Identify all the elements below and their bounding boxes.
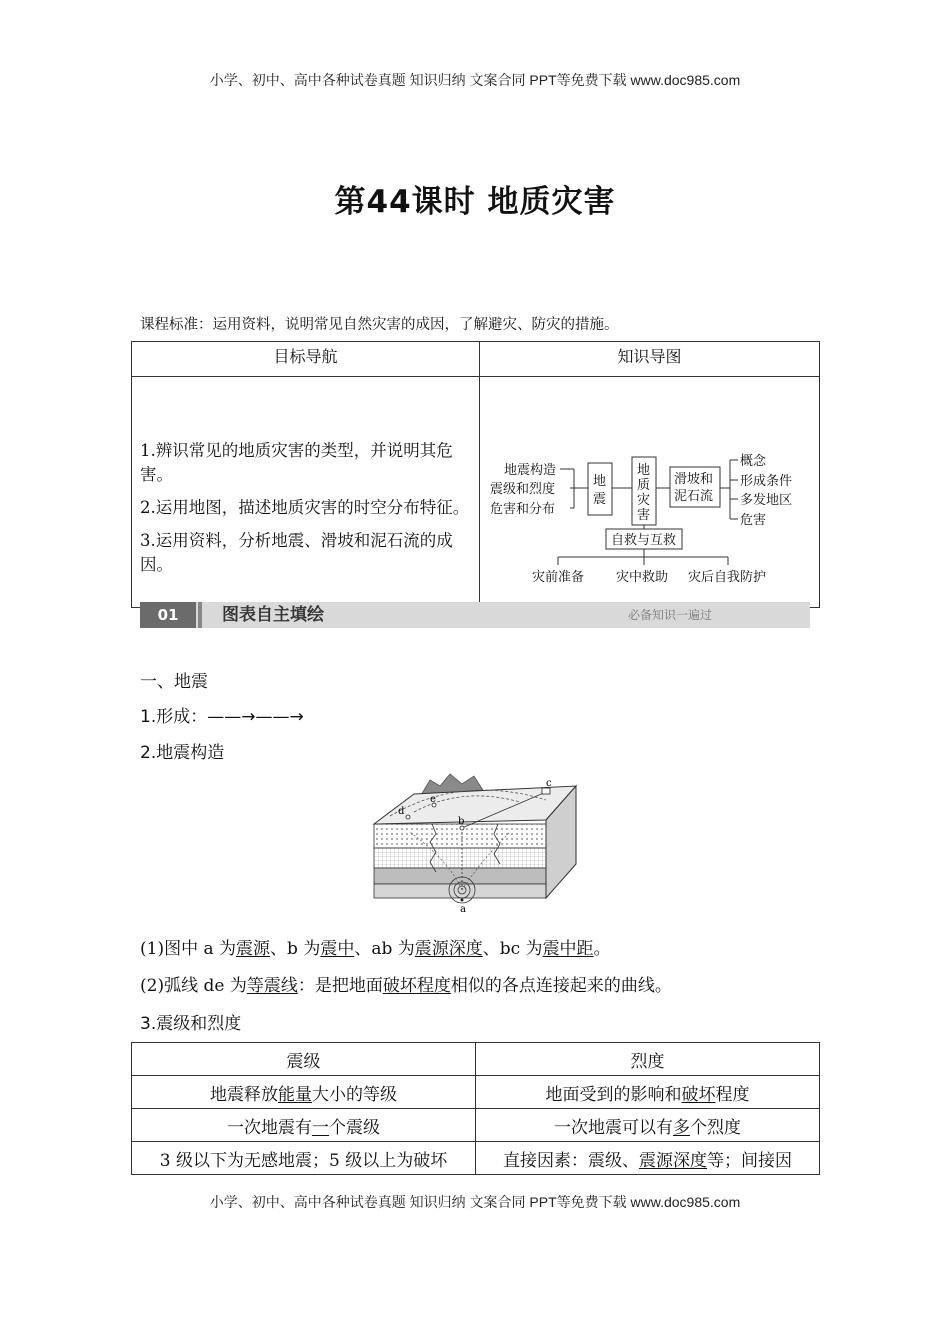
text-run: 地震释放 [210, 1084, 278, 1105]
label-e: e [430, 794, 436, 805]
text-run: 等；间接因 [707, 1150, 792, 1171]
text-run: 、ab 为 [354, 939, 415, 959]
text-run: ：是把地面 [297, 976, 383, 996]
text-run: 直接因素：震级、 [503, 1150, 639, 1171]
mm-rescue-label: 自救与互救 [611, 533, 677, 548]
mindmap-header: 知识导图 [480, 342, 820, 377]
mm-right-item: 多发地区 [740, 493, 793, 508]
section-heading: 一、地震 [140, 672, 208, 692]
table-row [132, 1076, 820, 1109]
answer-focus: 震源 [236, 939, 271, 959]
text-run: 、b 为 [270, 939, 321, 959]
mm-bottom-item: 灾后自我防护 [688, 570, 767, 585]
text-run: 个震级 [329, 1117, 380, 1138]
section-banner [140, 602, 810, 628]
banner-number: 01 [140, 602, 196, 628]
formation-item: 1.形成：——→——→ [140, 707, 304, 727]
answer-one: 一 [312, 1117, 329, 1138]
earthquake-structure-diagram [370, 772, 580, 914]
table-cell [132, 1076, 476, 1109]
mm-left-item: 地震构造 [504, 463, 557, 478]
mm-bracket-bottom [558, 549, 728, 565]
page-header: 小学、初中、高中各种试卷真题 知识归纳 文案合同 PPT等免费下载 www.doc985.com [209, 72, 741, 88]
text-run: 一次地震有 [227, 1117, 312, 1138]
label-b: b [458, 816, 465, 827]
text-run: 个烈度 [690, 1117, 741, 1138]
banner-subtitle: 必备知识一遍过 [627, 608, 712, 622]
mm-geo-char: 害 [637, 508, 651, 523]
goal-item: 3.运用资料，分析地震、滑坡和泥石流的成因。 [140, 531, 453, 574]
overview-table [131, 341, 820, 608]
banner-title: 图表自主填绘 [222, 605, 324, 625]
table-row [132, 1142, 820, 1175]
goal-item: 1.辨识常见的地质灾害的类型，并说明其危害。 [140, 441, 453, 484]
layer-grid [374, 848, 546, 868]
table-cell [476, 1109, 820, 1142]
text-run: 、bc 为 [482, 939, 543, 959]
answer-epicentral-distance: 震中距 [542, 939, 594, 959]
mm-quake-char: 震 [593, 492, 607, 507]
text-run: 大小的等级 [312, 1084, 397, 1105]
mm-bottom-item: 灾中救助 [616, 570, 669, 585]
answer-isoseismal: 等震线 [246, 976, 298, 996]
focus-point [461, 899, 464, 902]
mm-bracket-right [720, 460, 738, 519]
answer-damage-degree: 破坏程度 [382, 976, 451, 996]
answer-epicenter: 震中 [320, 939, 355, 959]
text-run: (2)弧线 de 为 [140, 976, 247, 996]
text-run: (1)图中 a 为 [140, 939, 237, 959]
text-run: 程度 [715, 1084, 750, 1105]
label-a: a [460, 904, 466, 914]
knowledge-mindmap [480, 377, 818, 603]
goals-cell [132, 377, 480, 608]
answer-focal-depth-2: 震源深度 [639, 1150, 707, 1171]
answer-energy: 能量 [278, 1084, 312, 1105]
text-run: 。 [593, 939, 611, 959]
table-cell [476, 1076, 820, 1109]
text-run: 一次地震可以有 [554, 1117, 673, 1138]
label-d: d [398, 806, 405, 817]
label-c: c [546, 778, 552, 789]
answer-damage: 破坏 [681, 1084, 716, 1105]
table-cell [132, 1109, 476, 1142]
magnitude-intensity-table [131, 1042, 820, 1175]
mm-slide-line: 滑坡和 [674, 472, 714, 487]
mm-geo-char: 地 [637, 463, 651, 478]
mm-quake-char: 地 [593, 474, 607, 489]
layer-middle [374, 868, 546, 884]
mm-quake-box [588, 463, 612, 515]
table-cell: 3 级以下为无感地震；5 级以上为破坏 [132, 1142, 476, 1175]
goals-header: 目标导航 [132, 342, 480, 377]
table-row [132, 1109, 820, 1142]
mm-bottom-item: 灾前准备 [532, 570, 585, 585]
mindmap-cell [480, 377, 820, 608]
mm-right-item: 危害 [740, 513, 767, 528]
mm-slide-line: 泥石流 [674, 489, 714, 504]
mm-geo-char: 质 [637, 478, 651, 493]
page-footer: 小学、初中、高中各种试卷真题 知识归纳 文案合同 PPT等免费下载 www.doc985.com [209, 1194, 741, 1210]
goal-item: 2.运用地图，描述地质灾害的时空分布特征。 [140, 498, 470, 517]
mm-left-item: 震级和烈度 [490, 482, 556, 497]
point-d [406, 815, 410, 819]
mm-right-item: 形成条件 [740, 474, 793, 489]
banner-divider [198, 602, 202, 628]
header-magnitude: 震级 [132, 1043, 476, 1076]
mm-geo-char: 灾 [637, 493, 651, 508]
answer-many: 多 [673, 1117, 690, 1138]
text-run: 相似的各点连接起来的曲线。 [450, 976, 672, 996]
paragraph-2 [140, 971, 672, 996]
magnitude-item: 3.震级和烈度 [140, 1014, 242, 1034]
mm-left-item: 危害和分布 [490, 502, 556, 517]
text-run: 地面受到的影响和 [545, 1084, 682, 1105]
mm-right-item: 概念 [740, 454, 767, 469]
header-intensity: 烈度 [476, 1043, 820, 1076]
structure-item: 2.地震构造 [140, 743, 225, 763]
course-standard: 课程标准：运用资料，说明常见自然灾害的成因，了解避灾、防灾的措施。 [140, 317, 619, 333]
page-title: 第44课时 地质灾害 [334, 184, 616, 220]
answer-focal-depth: 震源深度 [414, 939, 483, 959]
paragraph-1 [140, 934, 611, 959]
mm-bracket-left [560, 469, 588, 508]
table-cell [476, 1142, 820, 1175]
